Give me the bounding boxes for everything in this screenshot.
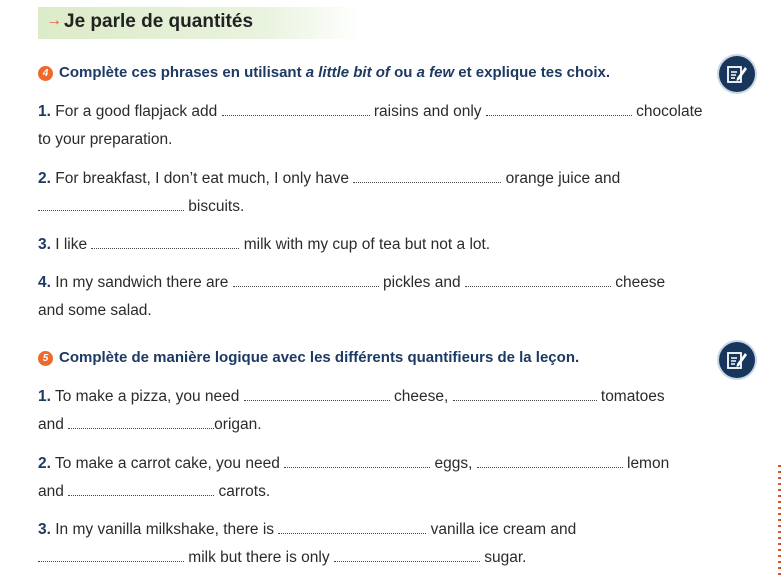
ex4-q1-line2: to your preparation. <box>38 131 173 148</box>
instruction-emphasis: a few <box>416 64 455 81</box>
instruction-text: et explique tes choix. <box>454 64 610 81</box>
question-text: origan. <box>214 416 262 433</box>
question-text: cheese <box>610 274 666 291</box>
exercise-5-instruction <box>38 349 579 366</box>
instruction-emphasis: a little bit of <box>305 64 390 81</box>
edit-button-ex4[interactable] <box>719 56 755 92</box>
question-text: raisins and only <box>369 103 486 120</box>
question-text: milk but there is only <box>184 549 334 566</box>
question-text: milk with my cup of tea but not a lot. <box>239 236 491 253</box>
answer-blank[interactable] <box>334 549 480 562</box>
question-text: I like <box>50 236 92 253</box>
question-text: In my vanilla milkshake, there is <box>50 521 279 538</box>
question-text: vanilla ice cream and <box>426 521 577 538</box>
question-text: In my sandwich there are <box>50 274 233 291</box>
ex5-q2-line2 <box>38 483 270 501</box>
question-text: cheese, <box>389 388 453 405</box>
question-text: For a good flapjack add <box>50 103 222 120</box>
exercise-4-number: 4 <box>38 66 53 81</box>
answer-blank[interactable] <box>68 483 214 496</box>
ex4-q2-line2 <box>38 198 244 216</box>
question-text: eggs, <box>430 455 477 472</box>
arrow-right-icon: → <box>46 12 62 29</box>
answer-blank[interactable] <box>38 549 184 562</box>
answer-blank[interactable] <box>353 170 501 183</box>
question-number: 2. <box>38 455 51 472</box>
question-text: orange juice and <box>501 170 621 187</box>
question-text: carrots. <box>214 483 271 500</box>
edit-button-ex5[interactable] <box>719 342 755 378</box>
section-title: Je parle de quantités <box>64 11 254 32</box>
question-number: 4. <box>38 274 51 291</box>
question-text: pickles and <box>378 274 465 291</box>
answer-blank[interactable] <box>91 236 239 249</box>
question-text: and <box>38 483 69 500</box>
ex4-q3-line1 <box>38 236 490 254</box>
question-number: 3. <box>38 521 51 538</box>
answer-blank[interactable] <box>222 103 370 116</box>
ex5-q2-line1 <box>38 455 669 473</box>
question-text: biscuits. <box>184 198 245 215</box>
instruction-text: Complète de manière logique avec les différents quantifieurs de la leçon. <box>59 349 580 366</box>
question-text: To make a carrot cake, you need <box>50 455 285 472</box>
question-number: 2. <box>38 170 51 187</box>
question-text: To make a pizza, you need <box>50 388 244 405</box>
question-text: tomatoes <box>596 388 665 405</box>
ex5-q3-line1 <box>38 521 576 539</box>
question-text: and <box>38 416 69 433</box>
question-text: sugar. <box>479 549 527 566</box>
answer-blank[interactable] <box>465 274 611 287</box>
answer-blank[interactable] <box>233 274 379 287</box>
ex4-q4-line1 <box>38 274 665 292</box>
question-text: chocolate <box>631 103 703 120</box>
edit-pencil-icon <box>726 63 748 85</box>
section-header <box>38 7 360 39</box>
answer-blank[interactable] <box>278 521 426 534</box>
ex5-q3-line2 <box>38 549 526 567</box>
answer-blank[interactable] <box>244 388 390 401</box>
answer-blank[interactable] <box>453 388 597 401</box>
question-number: 1. <box>38 388 51 405</box>
answer-blank[interactable] <box>38 198 184 211</box>
instruction-text: ou <box>389 64 417 81</box>
ex5-q1-line2 <box>38 416 262 434</box>
exercise-5-number: 5 <box>38 351 53 366</box>
ex4-q2-line1 <box>38 170 620 188</box>
page-margin-mark <box>778 465 781 575</box>
question-text: lemon <box>622 455 670 472</box>
exercise-4-instruction <box>38 64 610 81</box>
answer-blank[interactable] <box>477 455 623 468</box>
ex4-q4-line2: and some salad. <box>38 302 152 319</box>
question-number: 1. <box>38 103 51 120</box>
ex4-q1-line1 <box>38 103 703 121</box>
instruction-text: Complète ces phrases en utilisant <box>59 64 306 81</box>
question-number: 3. <box>38 236 51 253</box>
question-text: For breakfast, I don’t eat much, I only have <box>50 170 354 187</box>
answer-blank[interactable] <box>284 455 430 468</box>
ex5-q1-line1 <box>38 388 665 406</box>
answer-blank[interactable] <box>68 416 214 429</box>
edit-pencil-icon <box>726 349 748 371</box>
answer-blank[interactable] <box>486 103 632 116</box>
